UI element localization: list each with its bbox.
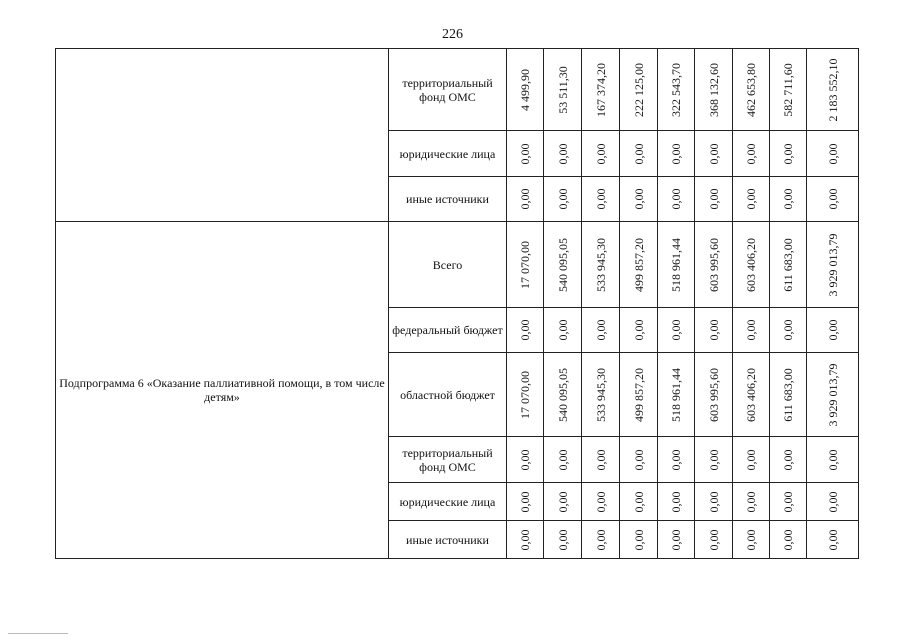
value-cell (658, 177, 695, 222)
value-text: 368 132,60 (706, 62, 721, 117)
value-cell (770, 49, 807, 131)
value-text: 0,00 (518, 143, 532, 164)
value-text: 0,00 (518, 529, 532, 550)
value-text: 0,00 (669, 143, 683, 164)
value-text: 17 070,00 (518, 240, 532, 289)
value-text: 0,00 (631, 491, 646, 512)
value-text: 0,00 (781, 529, 795, 550)
value-cell (544, 177, 582, 222)
value-text: 603 995,60 (706, 367, 721, 422)
value-text: 0,00 (706, 529, 721, 550)
source-cell: федеральный бюджет (389, 308, 507, 353)
value-text: 167 374,20 (593, 62, 608, 117)
value-text: 0,00 (825, 529, 840, 550)
source-cell: территориальный фонд ОМС (389, 49, 507, 131)
value-cell (807, 131, 859, 177)
value-cell (658, 222, 695, 308)
value-text: 0,00 (518, 188, 532, 210)
value-cell (582, 353, 620, 437)
value-cell (807, 521, 859, 559)
value-cell (620, 521, 658, 559)
value-text: 0,00 (744, 529, 758, 550)
scan-artifact-line (8, 633, 68, 634)
value-text: 0,00 (825, 491, 840, 512)
table-row (56, 222, 859, 308)
value-cell (733, 177, 770, 222)
value-cell (807, 483, 859, 521)
value-cell (544, 353, 582, 437)
value-cell (507, 521, 544, 559)
value-cell (620, 131, 658, 177)
value-cell (507, 308, 544, 353)
value-cell (770, 308, 807, 353)
value-cell (770, 483, 807, 521)
value-text: 0,00 (706, 188, 721, 210)
value-cell (507, 483, 544, 521)
value-text: 540 095,05 (555, 367, 570, 422)
value-cell (544, 521, 582, 559)
value-cell (807, 177, 859, 222)
value-text: 0,00 (781, 319, 795, 341)
value-cell (582, 483, 620, 521)
value-text: 0,00 (781, 491, 795, 512)
value-text: 0,00 (631, 529, 646, 550)
value-text: 582 711,60 (781, 62, 795, 117)
value-cell (695, 308, 733, 353)
value-cell (582, 437, 620, 483)
value-text: 0,00 (744, 188, 758, 210)
value-text: 0,00 (518, 319, 532, 341)
value-cell (807, 222, 859, 308)
value-cell (582, 521, 620, 559)
value-text: 0,00 (781, 449, 795, 470)
value-text: 0,00 (631, 143, 646, 164)
value-text: 17 070,00 (518, 370, 532, 419)
page-number: 226 (442, 27, 463, 42)
value-text: 533 945,30 (593, 237, 608, 292)
value-text: 0,00 (744, 449, 758, 470)
source-cell: юридические лица (389, 131, 507, 177)
value-text: 0,00 (593, 449, 608, 470)
value-cell (658, 308, 695, 353)
source-cell: Всего (389, 222, 507, 308)
value-text: 0,00 (555, 188, 570, 210)
value-cell (582, 49, 620, 131)
value-cell (695, 437, 733, 483)
value-text: 0,00 (555, 143, 570, 164)
value-text: 518 961,44 (669, 237, 683, 292)
value-text: 3 929 013,79 (825, 233, 840, 296)
value-cell (733, 49, 770, 131)
table-body (56, 49, 859, 559)
value-cell (695, 177, 733, 222)
value-text: 603 406,20 (744, 367, 758, 422)
value-cell (620, 483, 658, 521)
value-cell (733, 353, 770, 437)
value-cell (507, 49, 544, 131)
value-text: 0,00 (555, 529, 570, 550)
value-text: 222 125,00 (631, 62, 646, 117)
value-cell (695, 483, 733, 521)
value-text: 0,00 (825, 143, 840, 164)
value-cell (620, 437, 658, 483)
value-text: 0,00 (669, 449, 683, 470)
value-cell (807, 49, 859, 131)
value-cell (658, 131, 695, 177)
program-cell: Подпрограмма 6 «Оказание паллиативной помощи, в том числе детям» (56, 222, 389, 559)
value-cell (507, 131, 544, 177)
value-text: 0,00 (744, 319, 758, 341)
value-text: 0,00 (825, 188, 840, 210)
value-text: 533 945,30 (593, 367, 608, 422)
value-text: 0,00 (706, 143, 721, 164)
value-text: 462 653,80 (744, 62, 758, 117)
value-cell (620, 177, 658, 222)
program-cell (56, 49, 389, 222)
value-text: 0,00 (825, 449, 840, 470)
value-cell (733, 308, 770, 353)
value-text: 518 961,44 (669, 367, 683, 422)
value-cell (544, 437, 582, 483)
value-cell (507, 177, 544, 222)
value-cell (544, 483, 582, 521)
value-cell (733, 437, 770, 483)
value-text: 0,00 (518, 449, 532, 470)
value-text: 0,00 (593, 319, 608, 341)
value-text: 540 095,05 (555, 237, 570, 292)
value-text: 0,00 (744, 491, 758, 512)
value-cell (620, 49, 658, 131)
value-text: 611 683,00 (781, 367, 795, 422)
value-cell (770, 131, 807, 177)
value-cell (770, 222, 807, 308)
value-cell (544, 308, 582, 353)
value-cell (582, 131, 620, 177)
value-cell (582, 177, 620, 222)
value-cell (582, 308, 620, 353)
value-cell (544, 222, 582, 308)
value-cell (695, 222, 733, 308)
value-text: 0,00 (781, 188, 795, 210)
value-text: 0,00 (593, 491, 608, 512)
value-text: 0,00 (744, 143, 758, 164)
value-cell (695, 521, 733, 559)
value-cell (807, 437, 859, 483)
value-cell (507, 437, 544, 483)
value-cell (582, 222, 620, 308)
value-text: 53 511,30 (555, 65, 570, 114)
value-text: 3 929 013,79 (825, 363, 840, 426)
value-cell (658, 521, 695, 559)
value-cell (658, 49, 695, 131)
value-cell (733, 483, 770, 521)
value-cell (733, 131, 770, 177)
value-cell (620, 222, 658, 308)
value-text: 0,00 (781, 143, 795, 164)
source-cell: юридические лица (389, 483, 507, 521)
source-cell: областной бюджет (389, 353, 507, 437)
value-cell (770, 353, 807, 437)
value-text: 0,00 (669, 188, 683, 210)
value-cell (807, 353, 859, 437)
value-text: 499 857,20 (631, 237, 646, 292)
value-cell (770, 437, 807, 483)
value-text: 0,00 (593, 143, 608, 164)
value-cell (695, 353, 733, 437)
value-text: 0,00 (631, 449, 646, 470)
value-cell (733, 521, 770, 559)
value-cell (658, 353, 695, 437)
value-text: 603 406,20 (744, 237, 758, 292)
source-cell: территориальный фонд ОМС (389, 437, 507, 483)
value-cell (544, 131, 582, 177)
value-text: 0,00 (631, 188, 646, 210)
value-cell (658, 483, 695, 521)
value-cell (770, 521, 807, 559)
value-text: 0,00 (825, 319, 840, 341)
value-text: 0,00 (669, 491, 683, 512)
value-cell (695, 131, 733, 177)
value-text: 0,00 (706, 449, 721, 470)
table-row (56, 49, 859, 131)
value-text: 0,00 (518, 491, 532, 512)
value-text: 611 683,00 (781, 237, 795, 292)
value-text: 0,00 (555, 319, 570, 341)
value-text: 0,00 (706, 319, 721, 341)
value-cell (507, 353, 544, 437)
value-text: 4 499,90 (518, 68, 532, 111)
value-cell (770, 177, 807, 222)
source-cell: иные источники (389, 521, 507, 559)
value-text: 0,00 (593, 188, 608, 210)
value-text: 0,00 (706, 491, 721, 512)
value-cell (620, 308, 658, 353)
value-cell (544, 49, 582, 131)
value-text: 0,00 (669, 529, 683, 550)
value-text: 0,00 (555, 491, 570, 512)
value-cell (658, 437, 695, 483)
value-text: 603 995,60 (706, 237, 721, 292)
value-cell (695, 49, 733, 131)
value-text: 2 183 552,10 (825, 58, 840, 121)
value-cell (733, 222, 770, 308)
source-cell: иные источники (389, 177, 507, 222)
value-text: 0,00 (593, 529, 608, 550)
value-cell (620, 353, 658, 437)
funding-table (55, 48, 859, 559)
value-text: 0,00 (631, 319, 646, 341)
value-text: 0,00 (669, 319, 683, 341)
value-text: 499 857,20 (631, 367, 646, 422)
value-text: 322 543,70 (669, 62, 683, 117)
value-cell (807, 308, 859, 353)
value-cell (507, 222, 544, 308)
value-text: 0,00 (555, 449, 570, 470)
